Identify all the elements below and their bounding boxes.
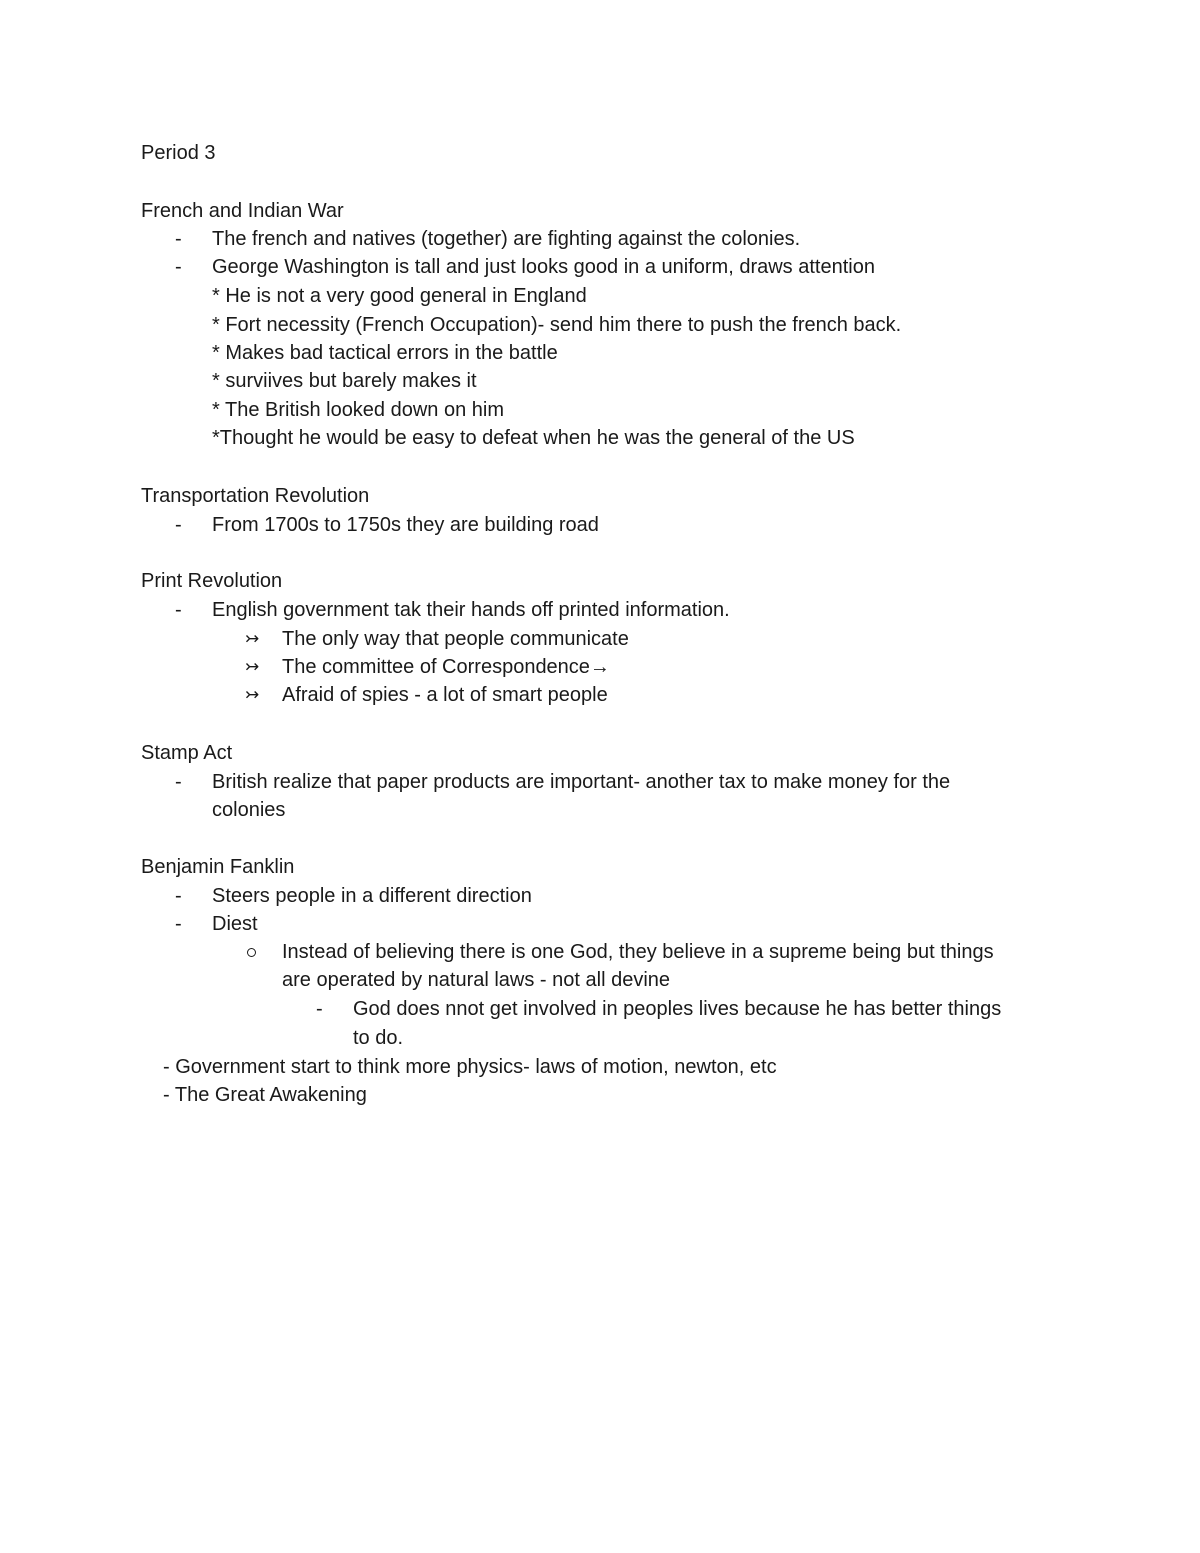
trailing-list-item: - The Great Awakening — [163, 1084, 367, 1106]
nested-list-item: God does nnot get involved in peoples lives because he has better things — [353, 998, 1002, 1020]
dash-bullet: - — [175, 256, 182, 278]
arrow-bullet-icon: ↣ — [245, 629, 260, 648]
dash-bullet: - — [175, 771, 182, 793]
sub-list-item: * He is not a very good general in England — [212, 285, 587, 307]
circle-bullet-icon — [247, 948, 256, 957]
list-item-continuation: colonies — [212, 799, 286, 821]
dash-bullet: - — [175, 599, 182, 621]
sub-list-item: *Thought he would be easy to defeat when he was the general of the US — [212, 427, 855, 449]
trailing-list-item: - Government start to think more physics- laws of motion, newton, etc — [163, 1056, 777, 1078]
dash-bullet: - — [175, 514, 182, 536]
dash-bullet: - — [175, 228, 182, 250]
dash-bullet: - — [316, 998, 323, 1020]
sub-list-item: Instead of believing there is one God, they believe in a supreme being but things — [282, 941, 994, 963]
sub-list-item: The only way that people communicate — [282, 628, 629, 650]
list-item: George Washington is tall and just looks good in a uniform, draws attention — [212, 256, 875, 278]
arrow-bullet-icon: ↣ — [245, 685, 260, 704]
sub-list-item-continuation: are operated by natural laws - not all devine — [282, 969, 671, 991]
list-item: From 1700s to 1750s they are building road — [212, 514, 599, 536]
sub-list-item: * surviives but barely makes it — [212, 370, 477, 392]
sub-list-item: * Makes bad tactical errors in the battle — [212, 342, 558, 364]
list-item: The french and natives (together) are fighting against the colonies. — [212, 228, 801, 250]
sub-list-item: * Fort necessity (French Occupation)- send him there to push the french back. — [212, 314, 902, 336]
section-heading-stamp-act: Stamp Act — [141, 742, 233, 764]
section-heading-transportation-revolution: Transportation Revolution — [141, 485, 370, 507]
dash-bullet: - — [175, 885, 182, 907]
sub-list-item: Afraid of spies - a lot of smart people — [282, 684, 608, 706]
section-heading-benjamin-franklin: Benjamin Fanklin — [141, 856, 295, 878]
list-item: British realize that paper products are important- another tax to make money for the — [212, 771, 951, 793]
section-heading-french-indian-war: French and Indian War — [141, 200, 344, 222]
sub-list-item: The committee of Correspondence→ — [282, 656, 610, 678]
list-item: Diest — [212, 913, 258, 935]
list-item: Steers people in a different direction — [212, 885, 532, 907]
list-item: English government tak their hands off printed information. — [212, 599, 730, 621]
dash-bullet: - — [175, 913, 182, 935]
arrow-bullet-icon: ↣ — [245, 657, 260, 676]
page-title: Period 3 — [141, 142, 216, 164]
section-heading-print-revolution: Print Revolution — [141, 570, 283, 592]
nested-list-item-continuation: to do. — [353, 1027, 404, 1049]
sub-list-item: * The British looked down on him — [212, 399, 505, 421]
